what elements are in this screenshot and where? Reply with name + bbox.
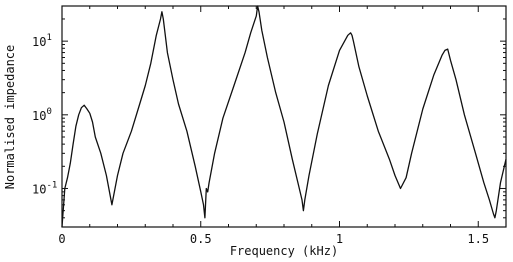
x-tick-label: 0.5 <box>189 232 212 246</box>
x-tick-label: 0 <box>58 232 66 246</box>
impedance-series-line <box>62 6 506 227</box>
x-axis-title: Frequency (kHz) <box>229 244 339 258</box>
axis-ticks <box>62 6 506 227</box>
tick-labels <box>32 33 489 246</box>
y-tick-label: $10^1$ <box>32 33 52 50</box>
x-tick-label: 1.5 <box>467 232 490 246</box>
plot-frame <box>62 6 506 227</box>
y-axis-title: Normalised impedance <box>3 44 17 190</box>
x-tick-label: 1 <box>335 232 344 246</box>
y-tick-label: $10^0$ <box>32 106 52 123</box>
y-tick-label: $10^{-1}$ <box>32 180 58 197</box>
